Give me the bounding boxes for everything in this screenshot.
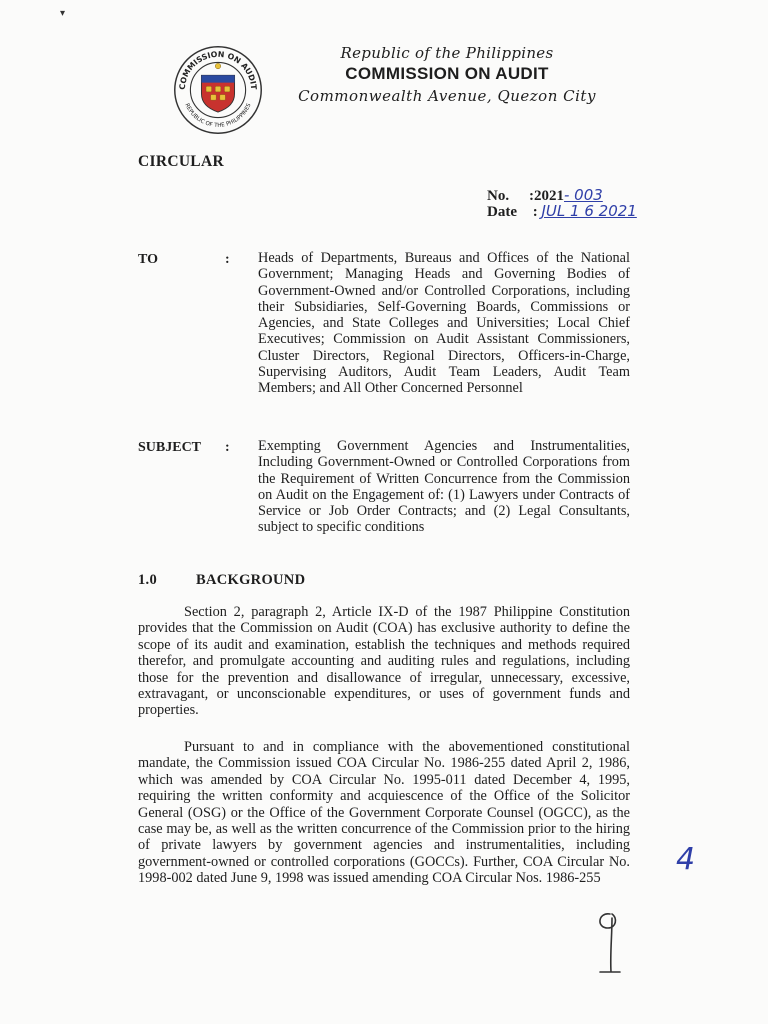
number-label: No. <box>487 188 510 204</box>
letterhead-republic: Republic of the Philippines <box>340 44 554 62</box>
paragraph-1: Section 2, paragraph 2, Article IX-D of the 1987 Philippine Constitution provides that the Commission on Audit (COA) has exclusive authority to define the scope of its audit and examination, establish the techniques and methods required therefor, and promulgate accounting and auditing rules and regulations, including those for the prevention and disallowance of irregular, unnecessary, excessive, extravagant, or unconscionable expenditures, or uses of government funds and properties. <box>138 604 630 719</box>
section-title: BACKGROUND <box>196 572 306 588</box>
date-label: Date <box>487 204 517 220</box>
letterhead-address: Commonwealth Avenue, Quezon City <box>298 87 596 105</box>
date-stamp: JUL 1 6 2021 <box>541 202 637 220</box>
section-heading <box>138 572 305 589</box>
subject-label: SUBJECT <box>138 440 202 455</box>
to-recipients: Heads of Departments, Bureaus and Offices of the National Government; Managing Heads and Governing Bodies of Government-Owned and/or Controlled Corporations, including their Subsidiaries, Self-Governing Boards, Commissions or Agencies, and State Colleges and Universities; Local Chief Executives; Commission on Audit Assistant Commissioners, Cluster Directors, Regional Directors, Officers-in-Charge, Supervising Auditors, Audit Team Leaders, Audit Team Members; and All Other Concerned Personnel <box>258 250 630 397</box>
date-colon: : <box>532 204 538 220</box>
handwritten-initial-icon <box>590 906 630 976</box>
scan-mark: ▾ <box>60 8 66 19</box>
letterhead <box>282 44 612 105</box>
number-handwritten: - 003 <box>564 186 603 204</box>
letterhead-agency: COMMISSION ON AUDIT <box>345 64 549 83</box>
section-number: 1.0 <box>138 572 158 588</box>
seal-ring-top-text: COMMISSION ON AUDIT <box>177 49 259 91</box>
document-type: CIRCULAR <box>138 153 224 170</box>
to-colon: : <box>225 252 230 267</box>
circular-date <box>487 202 637 221</box>
seal-ring-bottom-text: REPUBLIC OF THE PHILIPPINES <box>183 102 253 129</box>
paragraph-2: Pursuant to and in compliance with the abovementioned constitutional mandate, the Commission issued COA Circular No. 1986-255 dated April 2, 1986, which was amended by COA Circular No. 1995-011 dated December 4, 1995, requiring the written conformity and acquiescence of the Office of the Solicitor General (OSG) or the Office of the Government Corporate Counsel (OGCC), as the case may be, as well as the written concurrence of the Commission prior to the hiring of private lawyers by government agencies and instrumentalities, including government-owned or controlled corporations (GOCCs). Further, COA Circular No. 1998-002 dated June 9, 1998 was issued amending COA Circular Nos. 1986-255 <box>138 739 630 887</box>
subject-colon: : <box>225 440 230 455</box>
number-prefix: :2021 <box>529 188 564 204</box>
subject-text: Exempting Government Agencies and Instrumentalities, Including Government-Owned or Controlled Corporations from the Requirement of Written Concurrence from the Commission on Audit on the Engagement of: (1) Lawyers under Contracts of Service or Job Order Contracts; and (2) Legal Consultants, subject to specific conditions <box>258 438 630 536</box>
coa-seal-icon <box>172 44 264 136</box>
margin-annotation-number: 4 <box>676 842 696 877</box>
to-label: TO <box>138 252 158 267</box>
